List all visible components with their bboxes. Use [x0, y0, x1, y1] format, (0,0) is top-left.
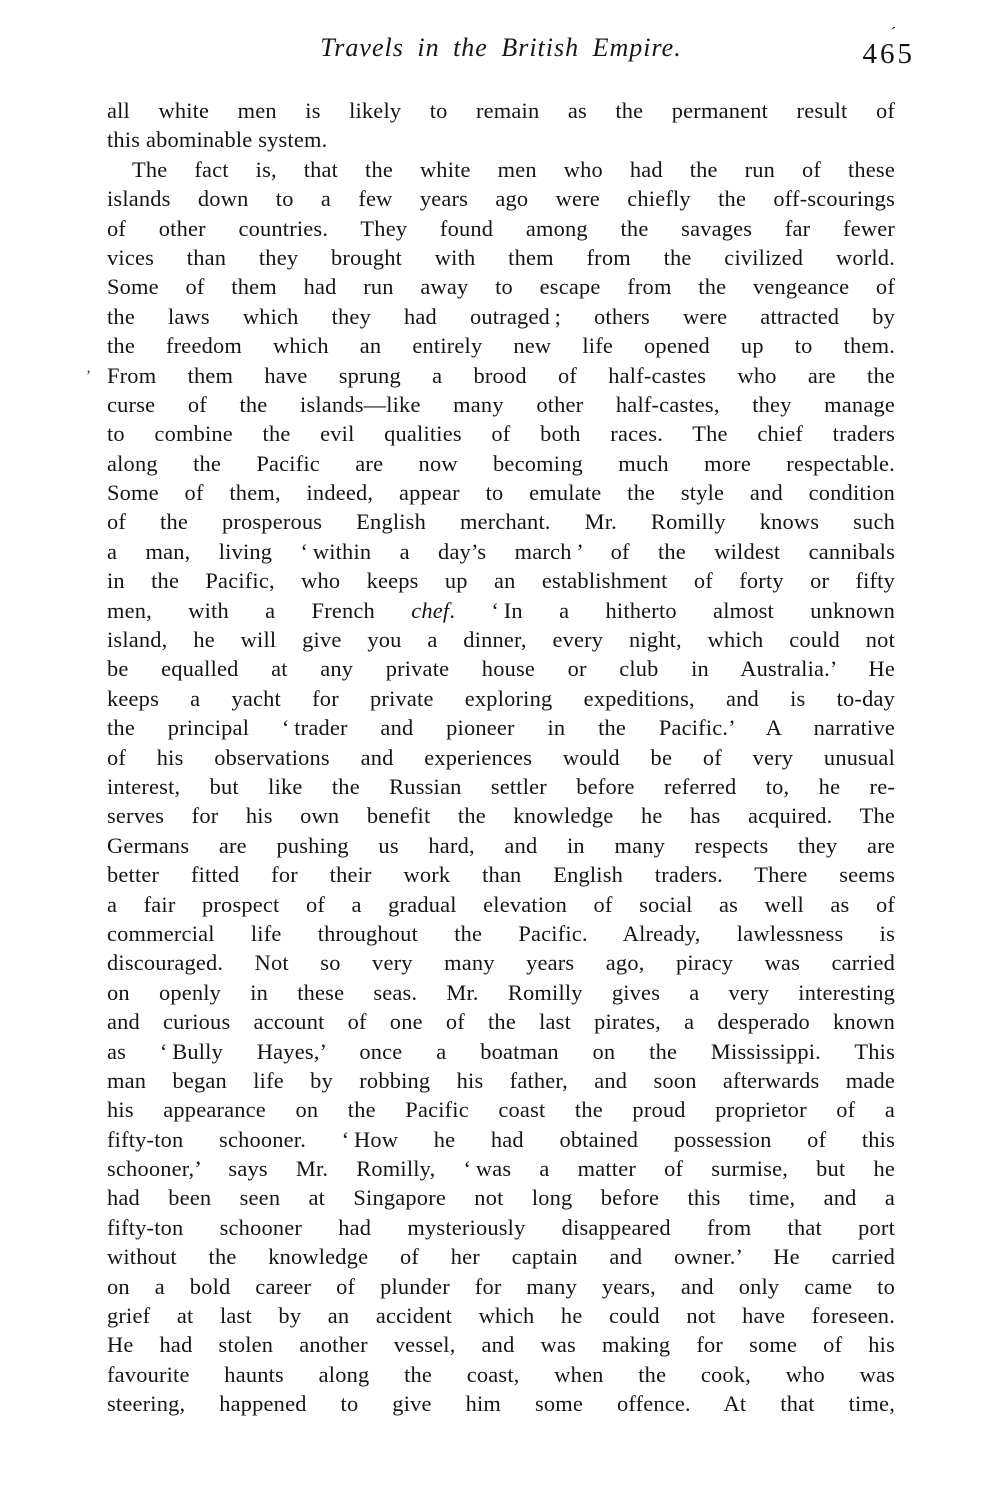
text-line: interest, but like the Russian settler before referred to, he re-	[107, 773, 895, 799]
text-line: Germans are pushing us hard, and in many respects they are	[107, 832, 895, 858]
text-line: grief at last by an accident which he could not have foreseen.	[107, 1303, 895, 1329]
text-line: on a bold career of plunder for many years, and only came to	[107, 1273, 895, 1299]
text-line: men, with a French chef. ‘ In a hitherto almost unknown	[107, 597, 895, 623]
page-number: 465	[862, 38, 915, 70]
text-line: of other countries. They found among the savages far fewer	[107, 215, 895, 241]
text-line: keeps a yacht for private exploring expeditions, and is to-day	[107, 685, 895, 711]
text-line: on openly in these seas. Mr. Romilly gives a very interesting	[107, 979, 895, 1005]
text-line: From them have sprung a brood of half-castes who are the ’	[107, 361, 895, 390]
text-line: Some of them had run away to escape from the vengeance of	[107, 274, 895, 300]
text-line: better fitted for their work than English traders. There seems	[107, 862, 895, 888]
text-line: islands down to a few years ago were chiefly the off-scourings	[107, 186, 895, 212]
text-line: in the Pacific, who keeps up an establishment of forty or fifty	[107, 568, 895, 594]
text-line: He had stolen another vessel, and was making for some of his	[107, 1332, 895, 1358]
text-line: serves for his own benefit the knowledge he has acquired. The	[107, 803, 895, 829]
text-line: curse of the islands—like many other half-castes, they manage	[107, 391, 895, 417]
scan-artifact-accent: ´	[890, 24, 896, 43]
text-line: man began life by robbing his father, and soon afterwards made	[107, 1067, 895, 1093]
text-line: discouraged. Not so very many years ago, piracy was carried	[107, 950, 895, 976]
text-line: his appearance on the Pacific coast the proud proprietor of a	[107, 1097, 895, 1123]
text-line: The fact is, that the white men who had the run of these	[132, 156, 895, 182]
text-line: steering, happened to give him some offence. At that time,	[107, 1391, 895, 1417]
text-line: of the prosperous English merchant. Mr. Romilly knows such	[107, 509, 895, 535]
text-line: and curious account of one of the last pirates, a desperado known	[107, 1009, 895, 1035]
body-text	[86, 96, 895, 1419]
text-line: Some of them, indeed, appear to emulate the style and condition	[107, 480, 895, 506]
text-line: without the knowledge of her captain and owner.’ He carried	[107, 1244, 895, 1270]
running-header	[107, 33, 895, 71]
text-line: a fair prospect of a gradual elevation of social as well as of	[107, 891, 895, 917]
text-line: be equalled at any private house or club in Australia.’ He	[107, 656, 895, 682]
text-line: the freedom which an entirely new life opened up to them.	[107, 333, 895, 359]
text-line: fifty-ton schooner had mysteriously disappeared from that port	[107, 1214, 895, 1240]
text-line: along the Pacific are now becoming much more respectable.	[107, 450, 895, 476]
text-line: a man, living ‘ within a day’s march ’ of the wildest cannibals	[107, 538, 895, 564]
text-line: fifty-ton schooner. ‘ How he had obtained possession of this	[107, 1126, 895, 1152]
text-line: the principal ‘ trader and pioneer in the Pacific.’ A narrative	[107, 715, 895, 741]
text-line: schooner,’ says Mr. Romilly, ‘ was a matter of surmise, but he	[107, 1156, 895, 1182]
text-line: this abominable system.	[107, 127, 328, 153]
text-line: to combine the evil qualities of both races. The chief traders	[107, 421, 895, 447]
text-line: favourite haunts along the coast, when the cook, who was	[107, 1361, 895, 1387]
text-line: of his observations and experiences would be of very unusual	[107, 744, 895, 770]
text-line: all white men is likely to remain as the permanent result of	[107, 98, 895, 123]
text-line: island, he will give you a dinner, every night, which could not	[107, 627, 895, 653]
text-line: vices than they brought with them from the civilized world.	[107, 244, 895, 270]
page-title: Travels in the British Empire.	[320, 33, 682, 62]
text-line: had been seen at Singapore not long before this time, and a	[107, 1185, 895, 1211]
text-line: commercial life throughout the Pacific. Already, lawlessness is	[107, 920, 895, 946]
scan-artifact-margin-mark: ’	[86, 367, 92, 384]
text-line: the laws which they had outraged ; others were attracted by	[107, 303, 895, 329]
text-line: as ‘ Bully Hayes,’ once a boatman on the Mississippi. This	[107, 1038, 895, 1064]
